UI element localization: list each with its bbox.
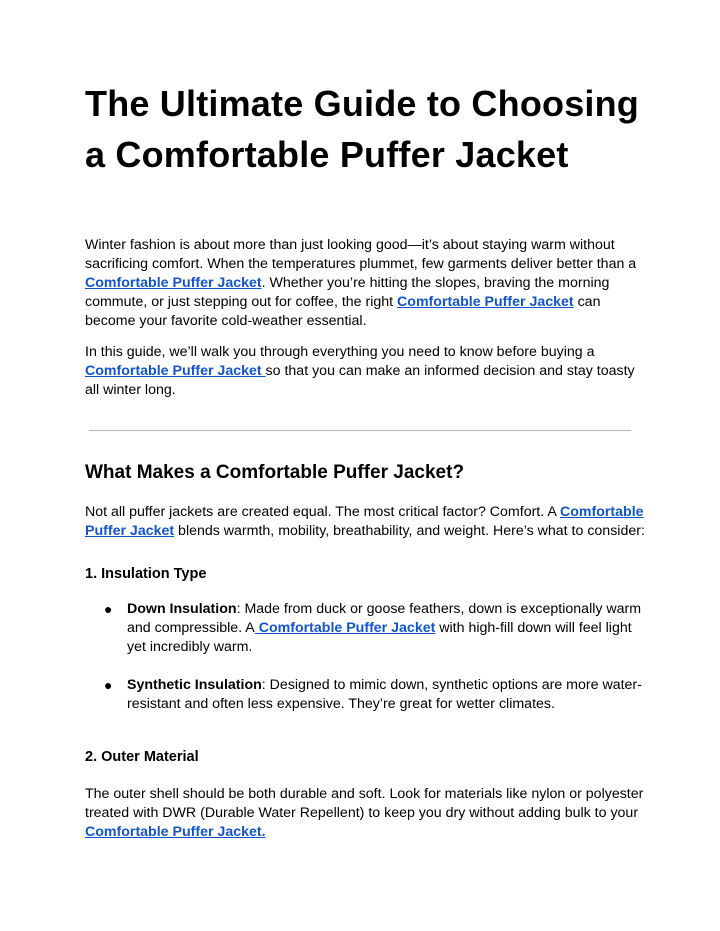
intro1-text-2: . Whether you’re hitting the slopes, braving the morning commute, or just stepping out for coffee, the right [85,275,610,310]
intro2-text-2: so that you can make an informed decision and stay toasty all winter long. [85,363,635,398]
synthetic-text: : Designed to mimic down, synthetic options are more water-resistant and often less expensive. They’re great for wetter climates. [127,677,642,712]
section-paragraph-outer-material [85,785,645,842]
list-item-down-insulation [85,600,645,657]
insulation-list [85,600,645,714]
puffer-jacket-link-1[interactable]: Comfortable Puffer Jacket [85,275,262,291]
list-item-synthetic-insulation [85,676,645,714]
document-content [85,78,645,842]
intro1-text-1: Winter fashion is about more than just looking good—it’s about staying warm without sacrificing comfort. When the temperatures plummet, few garments deliver better than a [85,237,637,272]
puffer-jacket-link-2[interactable]: Comfortable Puffer Jacket [397,294,574,310]
intro1-text-3: can become your favorite cold-weather essential. [85,294,601,329]
title-line-2: a Comfortable Puffer Jacket [85,134,569,175]
puffer-jacket-link-4[interactable]: Comfortable Puffer Jacket [85,504,644,539]
down-insulation-label: Down Insulation [127,601,237,617]
puffer-jacket-link-3[interactable]: Comfortable Puffer Jacket [85,363,266,379]
title-line-1: The Ultimate Guide to Choosing [85,83,639,124]
puffer-jacket-link-5[interactable] [255,620,436,636]
intro-paragraph-1 [85,236,645,331]
down-text-1: : Made from duck or goose feathers, down is exceptionally warm and compressible. A [127,601,642,636]
down-text-2: with high-fill down will feel light yet incredibly warm. [127,620,632,655]
section-heading-what-makes: What Makes a Comfortable Puffer Jacket? [85,462,465,483]
puffer-jacket-link-6-text: Comfortable Puffer Jacket [85,824,262,840]
page-title [85,78,645,180]
section-paragraph-what-makes [85,503,645,541]
link-period: . [261,824,266,840]
intro2-text-1: In this guide, we’ll walk you through everything you need to know before buying a [85,344,595,360]
puffer-jacket-link-6[interactable] [85,824,266,840]
bullet-icon: ● [104,601,113,617]
subheading-outer-material: 2. Outer Material [85,749,199,765]
intro-paragraph-2 [85,343,645,400]
horizontal-divider [89,430,631,431]
section1-text-2: blends warmth, mobility, breathability, and weight. Here’s what to consider: [174,523,645,539]
section1-text-1: Not all puffer jackets are created equal. The most critical factor? Comfort. A [85,504,560,520]
puffer-jacket-link-5-text: Comfortable Puffer Jacket [258,620,436,636]
bullet-icon: ● [104,677,113,693]
outer-text-1: The outer shell should be both durable and soft. Look for materials like nylon or polyester treated with DWR (Durable Water Repellent) to keep you dry without adding bulk to your [85,786,644,821]
synthetic-insulation-label: Synthetic Insulation [127,677,262,693]
subheading-insulation-type: 1. Insulation Type [85,566,207,582]
